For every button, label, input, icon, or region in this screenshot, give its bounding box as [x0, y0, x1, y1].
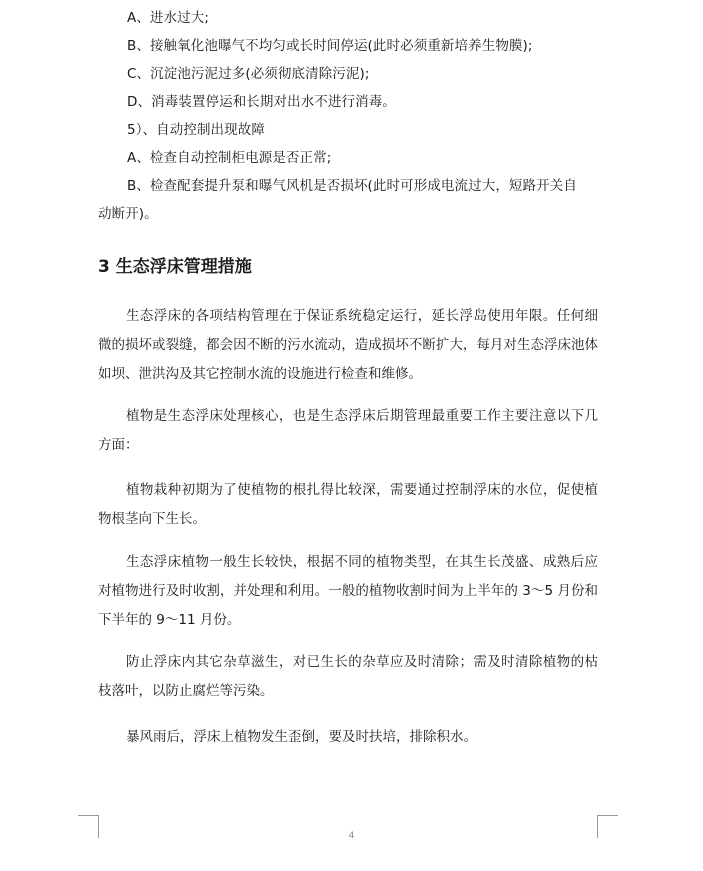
list-item-b-aeration: B、接触氧化池曝气不均匀或长时间停运(此时必须重新培养生物膜); [127, 38, 533, 54]
list-item-b-pump-check: B、检查配套提升泵和曝气风机是否损坏(此时可形成电流过大，短路开关自 [127, 178, 577, 194]
paragraph-planting-initial: 植物栽种初期为了使植物的根扎得比较深，需要通过控制浮床的水位，促使植物根茎向下生长。 [98, 482, 598, 527]
list-item-d-disinfection: D、消毒装置停运和长期对出水不进行消毒。 [127, 94, 396, 110]
section-heading: 3 生态浮床管理措施 [98, 257, 252, 277]
list-item-a-power-check: A、检查自动控制柜电源是否正常; [127, 150, 332, 166]
list-item-c-sludge: C、沉淀池污泥过多(必须彻底清除污泥); [127, 66, 370, 82]
paragraph-harvest: 生态浮床植物一般生长较快，根据不同的植物类型，在其生长茂盛、成熟后应对植物进行及时收割，并处理和利用。一般的植物收割时间为上半年的 3～5 月份和下半年的 9～11 月份。 [98, 554, 598, 628]
list-item-a-inflow: A、进水过大; [127, 10, 209, 26]
list-item-b-pump-check-cont: 动断开)。 [98, 206, 158, 222]
list-item-5-auto-control: 5）、自动控制出现故障 [127, 122, 265, 138]
page-number: 4 [348, 831, 355, 841]
paragraph-plant-core: 植物是生态浮床处理核心，也是生态浮床后期管理最重要工作主要注意以下几方面： [98, 408, 598, 453]
paragraph-structure-management: 生态浮床的各项结构管理在于保证系统稳定运行，延长浮岛使用年限。任何细微的损坏或裂缝，都会因不断的污水流动，造成损坏不断扩大，每月对生态浮床池体如坝、泄洪沟及其它控制水流的设施进行检查和维修。 [98, 308, 598, 382]
paragraph-weed-control: 防止浮床内其它杂草滋生，对已生长的杂草应及时清除；需及时清除植物的枯枝落叶，以防止腐烂等污染。 [98, 654, 598, 699]
paragraph-storm: 暴风雨后，浮床上植物发生歪倒，要及时扶培，排除积水。 [126, 729, 477, 745]
